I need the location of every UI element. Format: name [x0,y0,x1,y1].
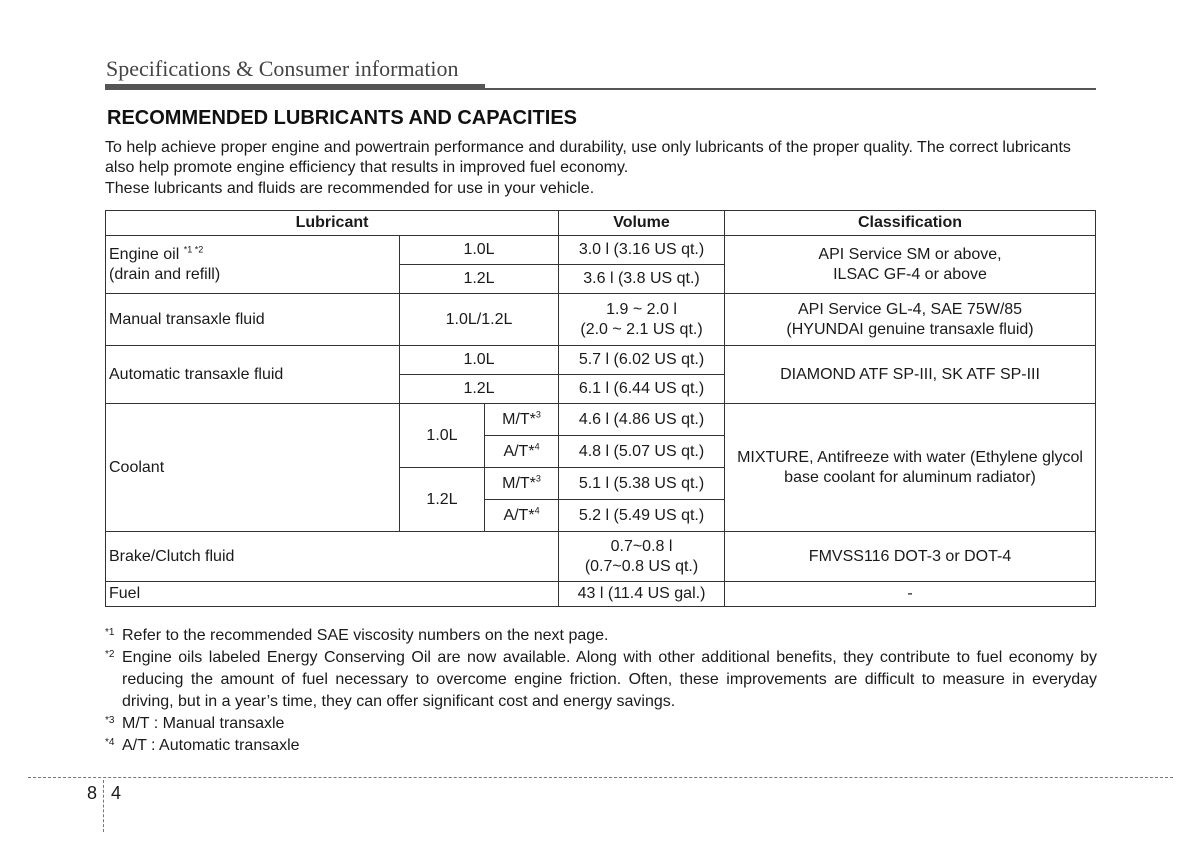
footnote-mark: *1 [105,627,115,638]
volume-line: 0.7~0.8 l [610,537,673,555]
volume-value: 3.6 l (3.8 US qt.) [559,265,725,294]
lubricant-automatic-transaxle: Automatic transaxle fluid [106,346,400,404]
col-header-lubricant: Lubricant [106,211,559,236]
volume-value: 4.8 l (5.07 US qt.) [559,436,725,468]
classification-manual [725,294,1096,346]
footnote-text: M/T : Manual transaxle [122,715,285,732]
footer-divider [28,777,1173,778]
classification-line: (HYUNDAI genuine transaxle fluid) [786,320,1034,338]
engine-size: 1.2L [400,468,485,532]
volume-value: 43 l (11.4 US gal.) [559,582,725,607]
lubricant-brake-clutch: Brake/Clutch fluid [106,532,559,582]
footnote-text: Engine oils labeled Energy Conserving Oil are now available. Along with other additional benefits, they contribute to fuel economy by reducing the amount of fuel necessary to overcome engine friction. Often, these improvements are difficult to measure in everyday driving, but in a year’s time, they can offer significant cost and energy savings. [122,649,1097,710]
lubricant-engine-oil [106,236,400,294]
col-header-volume: Volume [559,211,725,236]
table-row [106,532,1096,582]
header-rule-thin [105,88,1096,90]
footnote-text: A/T : Automatic transaxle [122,737,300,754]
transaxle-type: A/T*$^4$ [485,436,559,468]
footnote-mark: *3 [105,715,115,726]
engine-size: 1.0L/1.2L [400,294,559,346]
footnote-text: Refer to the recommended SAE viscosity numbers on the next page. [122,627,609,644]
engine-size: 1.0L [400,346,559,375]
table-row [106,404,1096,436]
volume-line: (2.0 ~ 2.1 US qt.) [580,320,703,338]
volume-value: 3.0 l (3.16 US qt.) [559,236,725,265]
classification-automatic: DIAMOND ATF SP-III, SK ATF SP-III [725,346,1096,404]
page-number-divider [103,780,104,832]
transaxle-type: M/T*$^3$ [485,468,559,500]
footnote [105,735,1097,757]
classification-line: API Service GL-4, SAE 75W/85 [797,300,1023,318]
intro-note: These lubricants and fluids are recommended for use in your vehicle. [105,180,595,197]
volume-value: 5.7 l (6.02 US qt.) [559,346,725,375]
classification-coolant: MIXTURE, Antifreeze with water (Ethylene glycol base coolant for aluminum radiator) [725,404,1096,532]
classification-engine-oil [725,236,1096,294]
classification-brake: FMVSS116 DOT-3 or DOT-4 [725,532,1096,582]
section-title: RECOMMENDED LUBRICANTS AND CAPACITIES [107,107,577,129]
table-row [106,236,1096,265]
volume-value: 5.2 l (5.49 US qt.) [559,500,725,532]
volume-line: (0.7~0.8 US qt.) [584,557,699,575]
col-header-classification: Classification [725,211,1096,236]
table-row [106,582,1096,607]
lubricant-manual-transaxle: Manual transaxle fluid [106,294,400,346]
volume-brake [559,532,725,582]
table-header-row [106,211,1096,236]
table-row [106,294,1096,346]
header-title: Specifications & Consumer information [106,56,459,81]
lubricant-coolant: Coolant [106,404,400,532]
classification-fuel: - [725,582,1096,607]
engine-size: 1.2L [400,375,559,404]
volume-value: 6.1 l (6.44 US qt.) [559,375,725,404]
lubricant-sub: (drain and refill) [109,265,221,283]
volume-line: 1.9 ~ 2.0 l [606,300,677,318]
lubricant-name: Engine oil [109,245,180,263]
transaxle-type: A/T*$^4$ [485,500,559,532]
footnote [105,647,1097,713]
volume-value: 4.6 l (4.86 US qt.) [559,404,725,436]
footnote [105,713,1097,735]
page-chapter: 8 [87,783,98,803]
footnote-mark: *2 [105,649,115,660]
table-row [106,346,1096,375]
intro-paragraph: To help achieve proper engine and powertrain performance and durability, use only lubricants of the proper quality. The correct lubricants also help promote engine efficiency that results in improved fuel economy. [105,139,1071,176]
footnote-marks: *1 *2 [183,244,204,255]
footnote-mark: *4 [105,737,115,748]
footnotes [105,625,1097,757]
lubricant-fuel: Fuel [106,582,559,607]
page-number: 4 [111,783,122,803]
engine-size: 1.0L [400,404,485,468]
volume-manual [559,294,725,346]
engine-size: 1.2L [400,265,559,294]
lubricants-table [105,210,1096,607]
footnote [105,625,1097,647]
classification-line: API Service SM or above, [818,245,1002,263]
engine-size: 1.0L [400,236,559,265]
transaxle-type: M/T*$^3$ [485,404,559,436]
volume-value: 5.1 l (5.38 US qt.) [559,468,725,500]
classification-line: ILSAC GF-4 or above [833,265,987,283]
